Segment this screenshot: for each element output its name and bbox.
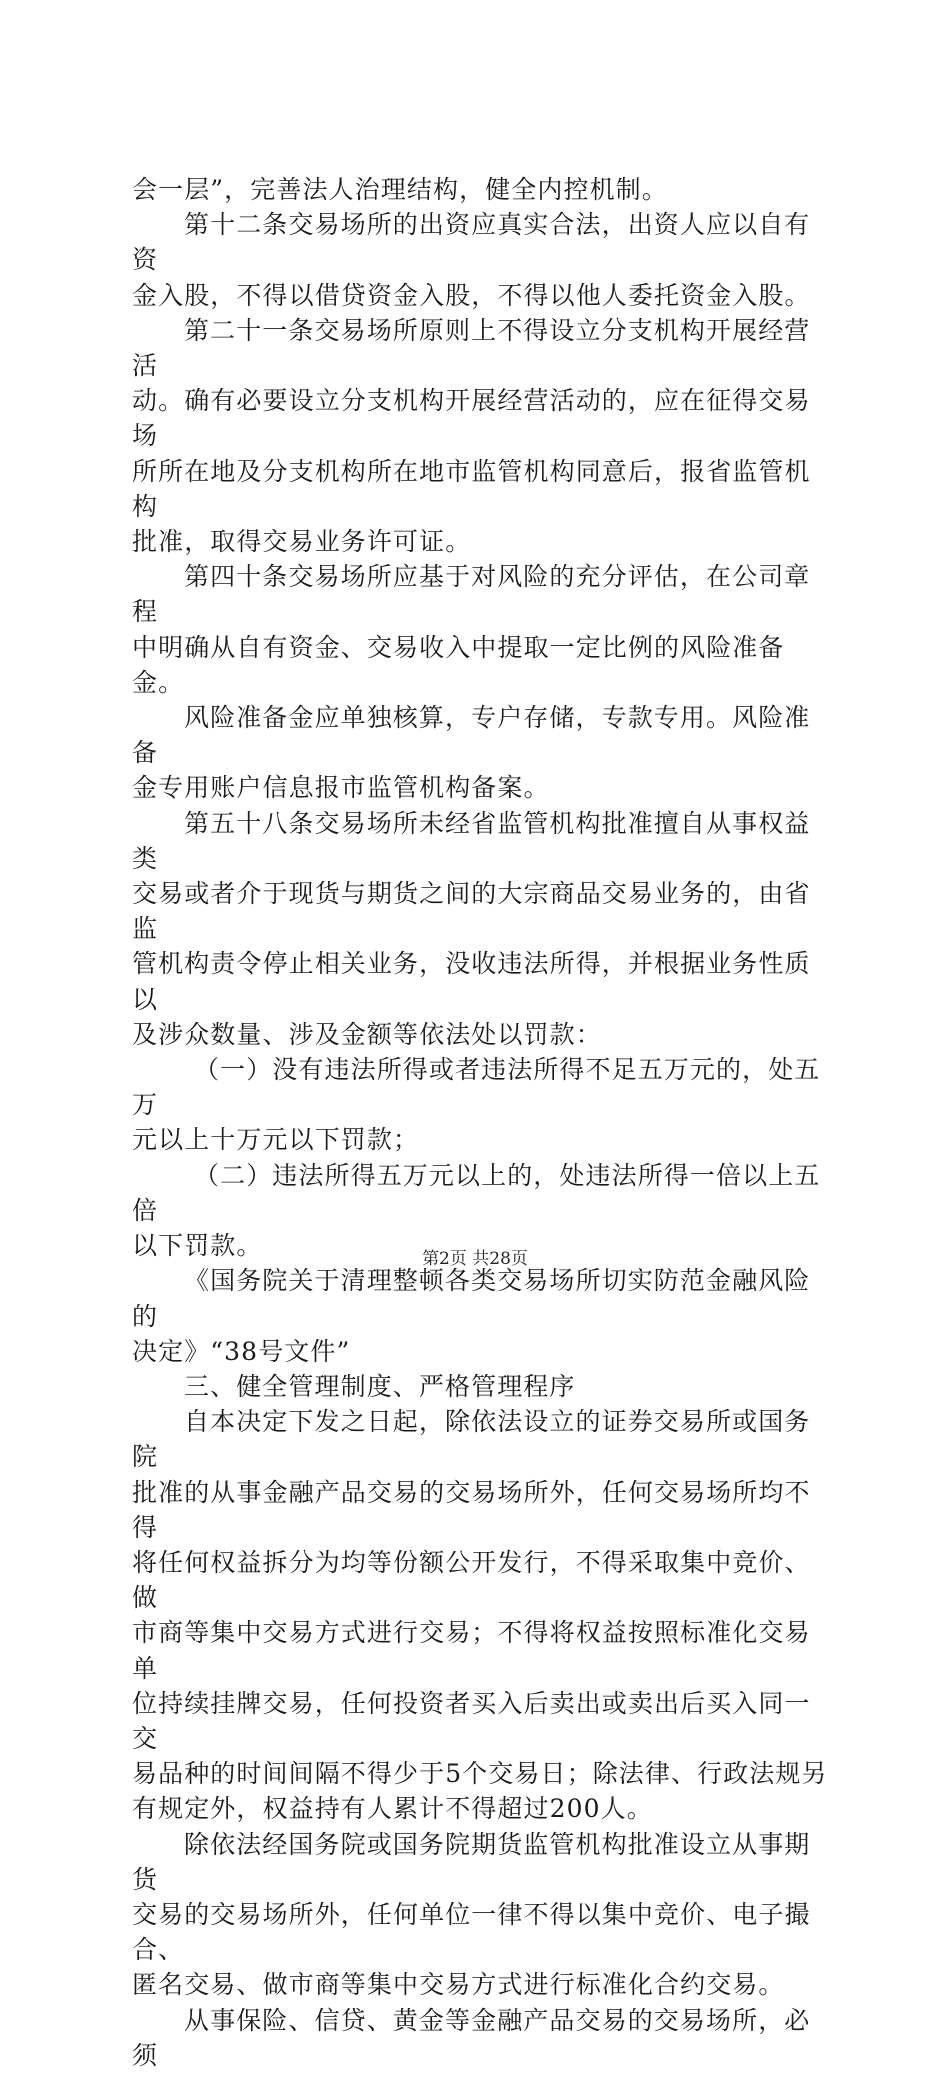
paragraph-continuation: 会一层”，完善法人治理结构，健全内控机制。: [132, 175, 668, 204]
page-number-footer: 第2页 共28页: [422, 1249, 528, 1269]
section-heading: 三、健全管理制度、严格管理程序: [184, 1371, 576, 1401]
paragraph-risk-reserve: 风险准备金应单独核算，专户存储，专款专用。风险准备 金专用账户信息报市监管机构备案。: [132, 703, 811, 803]
paragraph-article-58: 第五十八条交易场所未经省监管机构批准擅自从事权益类 交易或者介于现货与期货之间的大宗商品交易业务的，由省监 管机构责令停止相关业务，没收违法所得，并根据业务性质以 及涉众数量、涉及金额等依法处以罚款：: [132, 808, 811, 1049]
paragraph-penalty-item-2: （二）违法所得五万元以上的，处违法所得一倍以上五倍 以下罚款。: [132, 1160, 821, 1261]
paragraph-article-40: 第四十条交易场所应基于对风险的充分评估，在公司章程 中明确从自有资金、交易收入中提取一定比例的风险准备金。: [132, 562, 811, 697]
paragraph-futures-rules: 除依法经国务院或国务院期货监管机构批准设立从事期货 交易的交易场所外，任何单位一律不得以集中竞价、电子撮合、 匿名交易、做市商等集中交易方式进行标准化合约交易。: [132, 1829, 811, 2000]
paragraph-equity-rules: 自本决定下发之日起，除依法设立的证券交易所或国务院 批准的从事金融产品交易的交易场所外，任何交易场所均不得 将任何权益拆分为均等份额公开发行，不得采取集中竞价、做 市商等集中交易方式进行交易；不得将权益按照标准化交易单 位持续挂牌交易，任何投资者买入后卖出或卖出后买入同一交 易品种的时间间隔不得少于5个交易日；除法律、行政法规另 有规定外，权益持有人累计不得超过200人。: [132, 1407, 828, 1824]
paragraph-penalty-item-1: （一）没有违法所得或者违法所得不足五万元的，处五万 元以上十万元以下罚款；: [132, 1055, 821, 1155]
document-body: [132, 172, 832, 2073]
paragraph-state-council-decision: 《国务院关于清理整顿各类交易场所切实防范金融风险的 决定》“38号文件”: [132, 1266, 811, 1366]
paragraph-financial-products: 从事保险、信贷、黄金等金融产品交易的交易场所，必须: [132, 2005, 811, 2070]
paragraph-article-21: 第二十一条交易场所原则上不得设立分支机构开展经营活 动。确有必要设立分支机构开展经营活动的，应在征得交易场 所所在地及分支机构所在地市监管机构同意后，报省监管机构 批准，取得交易业务许可证。: [132, 315, 811, 557]
paragraph-article-12: 第十二条交易场所的出资应真实合法，出资人应以自有资 金入股，不得以借贷资金入股，不得以他人委托资金入股。: [132, 210, 811, 310]
